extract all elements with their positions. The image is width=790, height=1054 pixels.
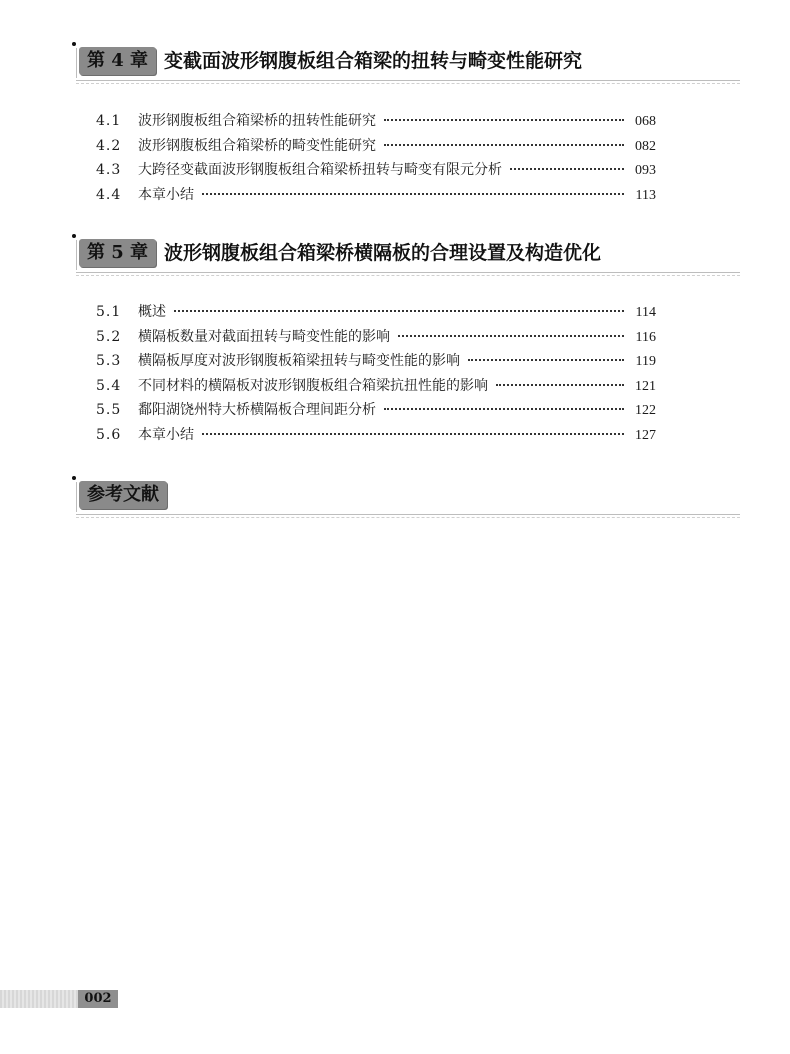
toc-entry-title: 大跨径变截面波形钢腹板组合箱梁桥扭转与畸变有限元分析 (138, 162, 502, 178)
chapter-5-badge: 第 5 章 (79, 239, 156, 267)
toc-entry-title: 本章小结 (138, 186, 194, 203)
toc-leader-dots (496, 384, 624, 386)
toc-entry-number: 4.3 (96, 162, 122, 178)
header-divider (76, 80, 740, 84)
header-divider (76, 272, 740, 276)
chapter-4-title: 变截面波形钢腹板组合箱梁的扭转与畸变性能研究 (164, 50, 583, 72)
toc-entry-page: 127 (635, 427, 656, 443)
toc-entry-5-5[interactable] (96, 399, 656, 424)
toc-leader-dots (202, 433, 624, 435)
toc-leader-dots (202, 193, 624, 195)
toc-entry-title: 横隔板厚度对波形钢腹板箱梁扭转与畸变性能的影响 (138, 353, 460, 369)
toc-leader-dots (384, 119, 624, 121)
toc-entry-title: 不同材料的横隔板对波形钢腹板组合箱梁抗扭性能的影响 (138, 377, 488, 394)
toc-entry-number: 5.3 (96, 353, 122, 369)
toc-entry-number: 5.2 (96, 328, 122, 345)
toc-entry-title: 横隔板数量对截面扭转与畸变性能的影响 (138, 328, 390, 345)
toc-entry-4-3[interactable] (96, 159, 656, 184)
toc-entry-title: 鄱阳湖饶州特大桥横隔板合理间距分析 (138, 402, 376, 418)
toc-entry-5-2[interactable] (96, 326, 656, 351)
chapter-5-title: 波形钢腹板组合箱梁桥横隔板的合理设置及构造优化 (164, 242, 602, 264)
chapter-4-section (72, 44, 732, 78)
toc-entry-number: 4.2 (96, 137, 122, 154)
toc-leader-dots (384, 408, 624, 410)
toc-leader-dots (174, 310, 624, 312)
header-vertical-rule (76, 482, 77, 512)
toc-leader-dots (510, 168, 624, 170)
toc-entry-title: 波形钢腹板组合箱梁桥的扭转性能研究 (138, 113, 376, 129)
references-section (72, 478, 732, 512)
toc-leader-dots (468, 359, 624, 361)
bullet-dot-icon (72, 476, 76, 480)
header-vertical-rule (76, 48, 77, 78)
toc-entry-page: 122 (635, 403, 656, 418)
toc-entry-number: 5.5 (96, 402, 122, 418)
toc-entry-page: 068 (635, 114, 656, 129)
bullet-dot-icon (72, 234, 76, 238)
toc-entry-title: 波形钢腹板组合箱梁桥的畸变性能研究 (138, 137, 376, 154)
references-header[interactable] (72, 478, 732, 512)
toc-entry-4-2[interactable] (96, 135, 656, 160)
chapter-4-toc (96, 110, 656, 208)
toc-entry-title: 概述 (138, 304, 166, 320)
toc-entry-page: 119 (635, 354, 656, 369)
chapter-5-section (72, 236, 732, 270)
toc-entry-5-4[interactable] (96, 375, 656, 400)
header-vertical-rule (76, 240, 77, 270)
toc-entry-page: 093 (635, 163, 656, 178)
toc-entry-page: 116 (635, 329, 656, 345)
references-badge: 参考文献 (79, 481, 167, 509)
toc-entry-number: 5.6 (96, 426, 122, 443)
toc-entry-page: 114 (635, 305, 656, 320)
toc-leader-dots (384, 144, 624, 146)
toc-entry-page: 113 (635, 187, 656, 203)
bullet-dot-icon (72, 42, 76, 46)
chapter-4-header (72, 44, 732, 78)
toc-entry-5-3[interactable] (96, 350, 656, 375)
chapter-4-badge: 第 4 章 (79, 47, 156, 75)
toc-entry-5-6[interactable] (96, 424, 656, 449)
chapter-5-header (72, 236, 732, 270)
toc-entry-number: 5.1 (96, 304, 122, 320)
toc-entry-4-1[interactable] (96, 110, 656, 135)
toc-entry-page: 121 (635, 378, 656, 394)
toc-entry-title: 本章小结 (138, 426, 194, 443)
toc-entry-number: 4.1 (96, 113, 122, 129)
toc-entry-4-4[interactable] (96, 184, 656, 209)
footer-gradient-band (0, 990, 78, 1008)
chapter-5-toc (96, 301, 656, 448)
toc-leader-dots (398, 335, 624, 337)
toc-entry-5-1[interactable] (96, 301, 656, 326)
toc-entry-number: 4.4 (96, 186, 122, 203)
toc-entry-page: 082 (635, 138, 656, 154)
header-divider (76, 514, 740, 518)
toc-entry-number: 5.4 (96, 377, 122, 394)
page-number: 002 (78, 990, 118, 1008)
